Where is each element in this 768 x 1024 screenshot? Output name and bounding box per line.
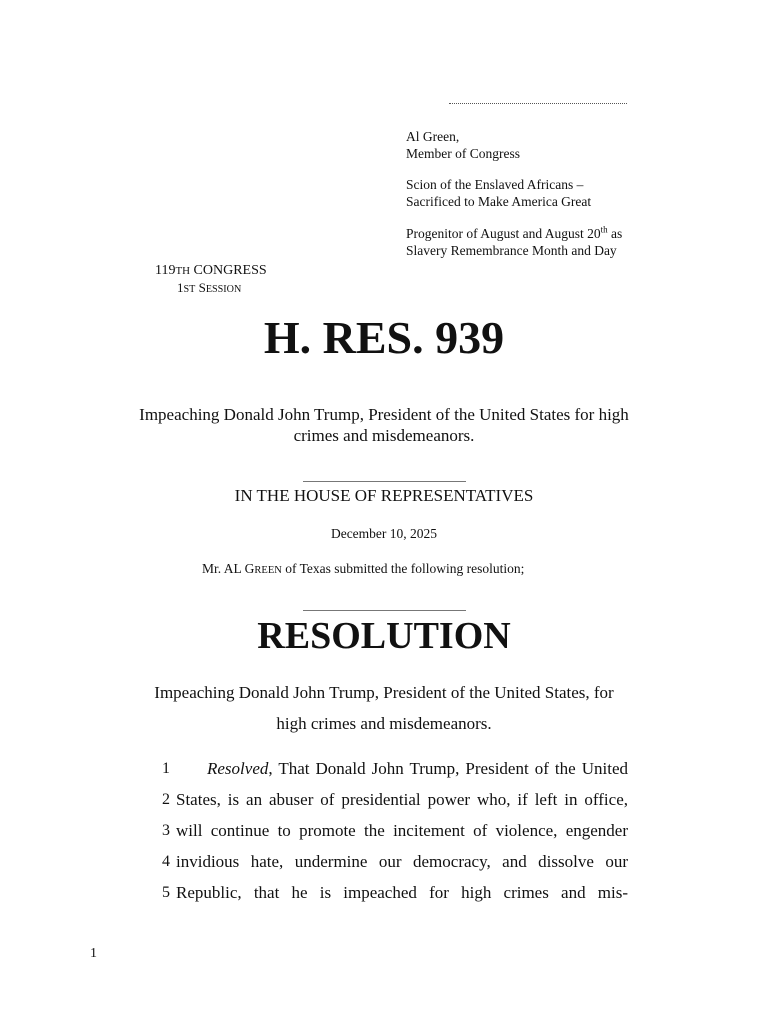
congress-word: CONGRESS: [190, 263, 267, 278]
signature-name-block: [406, 128, 746, 162]
sponsor-suffix: of Texas submitted the following resolution;: [281, 561, 525, 576]
resolution-heading: RESOLUTION: [257, 615, 511, 657]
line-number: 2: [162, 791, 170, 808]
resolved-italic: Resolved: [207, 759, 269, 778]
scion-line-2: Sacrificed to Make America Great: [406, 194, 592, 209]
session-word: ESSION: [205, 284, 242, 295]
progenitor-prefix: Progenitor of August and August 20: [406, 226, 601, 241]
line-number: 5: [162, 884, 170, 901]
progenitor-line-1: [406, 225, 746, 242]
long-title: Impeaching Donald John Trump, President of the United States, for high crimes and misdemeanors.: [154, 683, 614, 733]
body-line: States, is an abuser of presidential power who, if left in office,: [176, 790, 628, 809]
scion-block: [406, 176, 746, 210]
body-line-1-text: , That Donald John Trump, President of the United: [268, 759, 628, 778]
session-label: [177, 280, 241, 298]
progenitor-block: [406, 225, 746, 259]
body-line: invidious hate, undermine our democracy, and dissolve our: [176, 852, 628, 871]
line-number: 1: [162, 760, 170, 777]
line-number: 4: [162, 853, 170, 870]
scion-line-1: Scion of the Enslaved Africans –: [406, 177, 584, 192]
signature-line: [449, 103, 627, 104]
page-number: 1: [90, 946, 97, 961]
body-line: Republic, that he is impeached for high crimes and mis-: [176, 883, 628, 902]
signer-name: Al Green,: [406, 129, 460, 144]
congress-ordinal: TH: [175, 265, 191, 277]
short-title: Impeaching Donald John Trump, President of the United States for high crimes and misdemeanors.: [139, 405, 629, 445]
divider-rule: [303, 481, 466, 482]
congress-number: 119: [155, 263, 176, 278]
sponsor-prefix: Mr. AL G: [202, 561, 255, 576]
progenitor-line-2: Slavery Remembrance Month and Day: [406, 243, 617, 258]
progenitor-suffix: as: [607, 226, 623, 241]
progenitor-superscript: th: [600, 224, 608, 235]
sponsor-statement: [202, 560, 524, 579]
bill-number: H. RES. 939: [263, 312, 505, 363]
session-number: 1: [177, 280, 184, 295]
signer-title: Member of Congress: [406, 146, 520, 161]
line-number: 3: [162, 822, 170, 839]
divider-rule: [303, 610, 466, 611]
body-line: [207, 759, 628, 779]
congress-label: [155, 262, 267, 280]
session-initial: S: [195, 280, 206, 295]
submission-date: December 10, 2025: [330, 526, 438, 541]
sponsor-name-smallcaps: REEN: [254, 565, 282, 576]
house-heading: IN THE HOUSE OF REPRESENTATIVES: [234, 486, 534, 505]
body-line: will continue to promote the incitement of violence, engender: [176, 821, 628, 840]
session-ordinal: ST: [183, 284, 196, 295]
